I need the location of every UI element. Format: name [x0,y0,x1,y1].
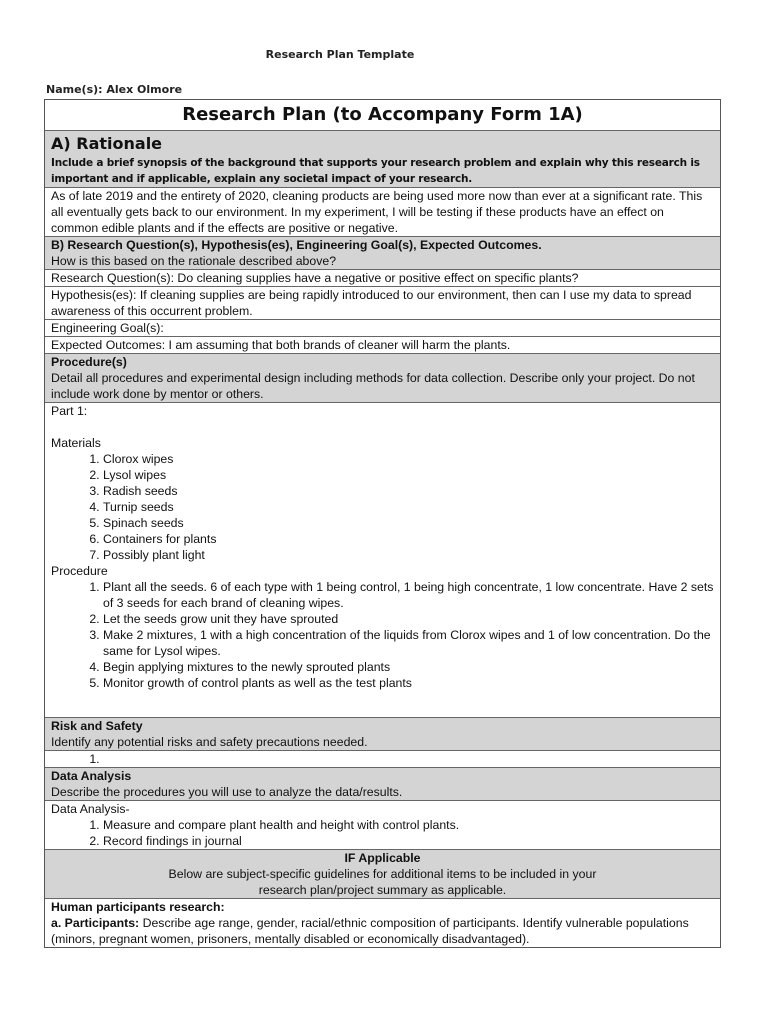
analysis-header [45,768,720,801]
list-item: 1. Measure and compare plant health and height with control plants. [103,817,714,833]
list-item: 4. Begin applying mixtures to the newly sprouted plants [103,659,714,675]
list-item: 3. Make 2 mixtures, 1 with a high concentration of the liquids from Clorox wipes and 1 of low concentration. Do the same for Lysol wipes. [103,627,714,659]
list-item: 6. Containers for plants [103,531,714,547]
part-label: Part 1: [51,404,88,418]
materials-label: Materials [51,436,101,450]
list-item: 1. Clorox wipes [103,451,714,467]
procedure-steps [51,579,714,691]
participants-paragraph [51,915,714,947]
if-applicable-header [45,850,720,899]
list-item: 2. Let the seeds grow unit they have sprouted [103,611,714,627]
names-line: Name(s): Alex Olmore [46,83,183,96]
document-title: Research Plan Template [265,48,415,61]
analysis-heading: Data Analysis [51,769,132,783]
rationale-header [45,131,720,188]
list-item: 2. Lysol wipes [103,467,714,483]
if-applicable-heading: IF Applicable [344,851,421,865]
risk-body [45,751,720,768]
list-item: 4. Turnip seeds [103,499,714,515]
analysis-body [45,801,720,850]
procedures-instructions: Detail all procedures and experimental design including methods for data collection. Describe only your project. Do not include work done by mentor or others. [51,371,695,401]
participants-text: Describe age range, gender, racial/ethnic composition of participants. Identify vulnerable populations (minors, pregnant women, prisoners, mentally disabled or economically disadvantaged). [51,916,689,946]
materials-list [51,451,714,563]
plan-title: Research Plan (to Accompany Form 1A) [45,100,720,131]
list-item: 3. Radish seeds [103,483,714,499]
risk-instructions: Identify any potential risks and safety precautions needed. [51,735,368,749]
research-question: Research Question(s): Do cleaning supplies have a negative or positive effect on specific plants? [45,270,720,287]
procedures-header [45,354,720,403]
list-item [103,751,714,767]
procedures-body [45,403,720,718]
expected-outcomes: Expected Outcomes: I am assuming that both brands of cleaner will harm the plants. [45,337,720,354]
list-item: 5. Spinach seeds [103,515,714,531]
human-heading: Human participants research: [51,900,225,914]
list-item: 5. Monitor growth of control plants as well as the test plants [103,675,714,691]
procedure-label: Procedure [51,564,108,578]
risk-header [45,718,720,751]
participants-label: a. Participants: [51,916,140,930]
risk-list [51,751,714,767]
analysis-list [51,817,714,849]
list-item: 7. Possibly plant light [103,547,714,563]
human-participants-section [45,899,720,947]
questions-instructions: How is this based on the rationale described above? [51,254,337,268]
risk-heading: Risk and Safety [51,719,143,733]
hypothesis: Hypothesis(es): If cleaning supplies are being rapidly introduced to our environment, then can I use my data to spread awareness of this occurrent problem. [45,287,720,320]
questions-heading: B) Research Question(s), Hypothesis(es), Engineering Goal(s), Expected Outcomes. [51,238,542,252]
if-applicable-line2: research plan/project summary as applicable. [258,883,507,897]
analysis-instructions: Describe the procedures you will use to analyze the data/results. [51,785,403,799]
engineering-goal: Engineering Goal(s): [45,320,720,337]
rationale-instructions: Include a brief synopsis of the background that supports your research problem and explain why this research is important and if applicable, explain any societal impact of your research. [51,157,700,185]
questions-header [45,237,720,270]
if-applicable-line1: Below are subject-specific guidelines for additional items to be included in your [168,867,597,881]
research-plan-table [44,99,721,948]
rationale-body: As of late 2019 and the entirety of 2020, cleaning products are being used more now than ever at a significant rate. This all eventually gets back to our environment. In my experiment, I will be testing if these products have an effect on common edible plants and if the effects are positive or negative. [45,188,720,237]
list-item: 2. Record findings in journal [103,833,714,849]
list-item: 1. Plant all the seeds. 6 of each type with 1 being control, 1 being high concentrate, 1 low concentrate. Have 2 sets of 3 seeds for each brand of cleaning wipes. [103,579,714,611]
analysis-label: Data Analysis- [51,802,130,816]
procedures-heading: Procedure(s) [51,355,127,369]
rationale-heading: A) Rationale [51,134,163,153]
